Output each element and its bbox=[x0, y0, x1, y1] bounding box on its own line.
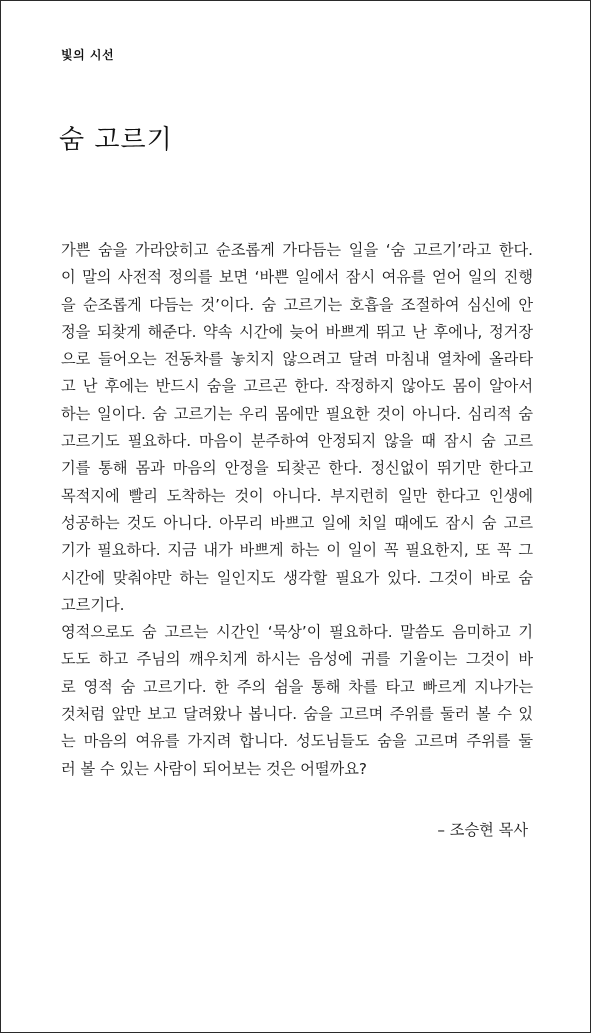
text-line: 목적지에 빨리 도착하는 것이 아니다. 부지런히 일만 한다고 인생에 bbox=[61, 486, 533, 505]
article-title: 숨 고르기 bbox=[59, 125, 173, 155]
text-line: 하는 일이다. 숨 고르기는 우리 몸에만 필요한 것이 아니다. 심리적 숨 bbox=[61, 404, 533, 423]
author-signature: – 조승현 목사 bbox=[437, 821, 528, 839]
text-line: 로 영적 숨 고르기다. 한 주의 쉼을 통해 차를 타고 빠르게 지나가는 bbox=[61, 677, 533, 696]
paragraph-2 bbox=[61, 619, 533, 783]
paragraph-1 bbox=[61, 237, 533, 619]
article-body bbox=[61, 237, 533, 783]
text-line: 는 마음의 여유를 가지려 합니다. 성도님들도 숨을 고르며 주위를 둘 bbox=[61, 732, 533, 751]
text-line: 고 난 후에는 반드시 숨을 고르곤 한다. 작정하지 않아도 몸이 알아서 bbox=[61, 377, 533, 396]
text-line: 이 말의 사전적 정의를 보면 ‘바쁜 일에서 잠시 여유를 얻어 일의 진행 bbox=[61, 268, 533, 287]
text-line: 영적으로도 숨 고르는 시간인 ‘묵상’이 필요하다. 말씀도 음미하고 기 bbox=[61, 623, 533, 642]
text-line: 정을 되찾게 해준다. 약속 시간에 늦어 바쁘게 뛰고 난 후에나, 정거장 bbox=[61, 322, 533, 341]
text-line: 으로 들어오는 전동차를 놓치지 않으려고 달려 마침내 열차에 올라타 bbox=[61, 350, 533, 369]
text-line: 성공하는 것도 아니다. 아무리 바쁘고 일에 치일 때에도 잠시 숨 고르 bbox=[61, 513, 533, 532]
text-line: 가쁜 숨을 가라앉히고 순조롭게 가다듬는 일을 ‘숨 고르기’라고 한다. bbox=[61, 241, 533, 259]
text-line: 고르기다. bbox=[61, 595, 125, 614]
text-line: 기가 필요하다. 지금 내가 바쁘게 하는 이 일이 꼭 필요한지, 또 꼭 그 bbox=[61, 541, 533, 560]
text-line: 고르기도 필요하다. 마음이 분주하여 안정되지 않을 때 잠시 숨 고르 bbox=[61, 432, 533, 451]
text-line: 것처럼 앞만 보고 달려왔나 봅니다. 숨을 고르며 주위를 둘러 볼 수 있 bbox=[61, 705, 533, 724]
section-label: 빛의 시선 bbox=[61, 48, 115, 62]
text-line: 도도 하고 주님의 깨우치게 하시는 음성에 귀를 기울이는 그것이 바 bbox=[61, 650, 533, 669]
text-line: 을 순조롭게 다듬는 것’이다. 숨 고르기는 호흡을 조절하여 심신에 안 bbox=[61, 295, 533, 314]
text-line: 시간에 맞춰야만 하는 일인지도 생각할 필요가 있다. 그것이 바로 숨 bbox=[61, 568, 533, 587]
text-line: 기를 통해 몸과 마음의 안정을 되찾곤 한다. 정신없이 뛰기만 한다고 bbox=[61, 459, 533, 478]
text-line: 러 볼 수 있는 사람이 되어보는 것은 어떨까요? bbox=[61, 759, 367, 778]
